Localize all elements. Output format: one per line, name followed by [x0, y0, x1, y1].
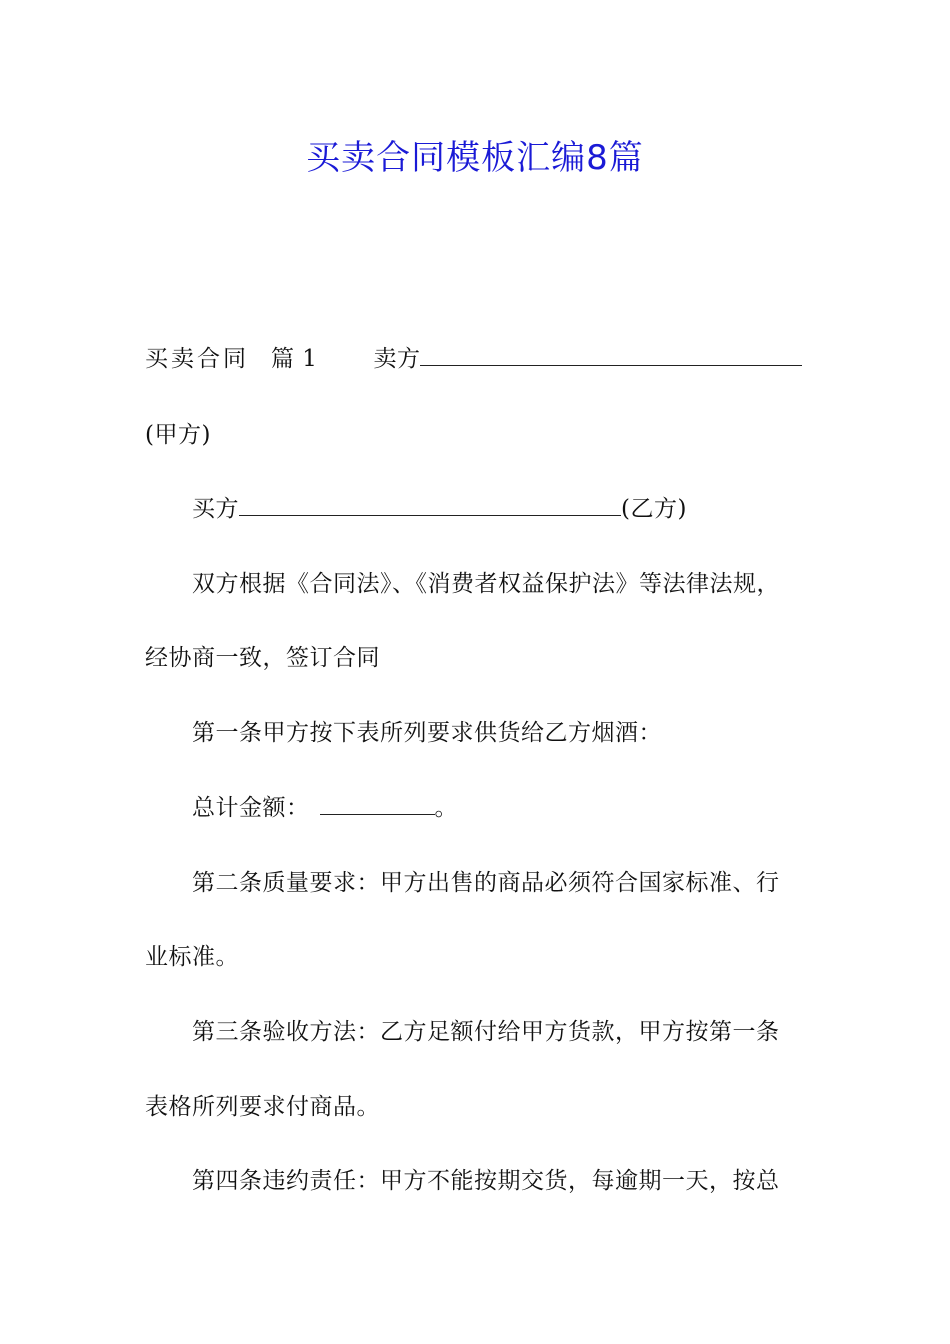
intro-line-1: 双方根据《合同法》、《消费者权益保护法》等法律法规，: [192, 571, 780, 597]
total-suffix: 。: [434, 795, 458, 821]
buyer-line: [192, 494, 687, 524]
buyer-blank: [239, 495, 621, 516]
total-amount-line: [192, 793, 458, 823]
buyer-label: 买方: [192, 496, 239, 522]
total-label: 总计金额：: [192, 795, 310, 821]
contract-heading: 买卖合同: [145, 346, 249, 372]
article-3-line-1: 第三条验收方法：乙方足额付给甲方货款，甲方按第一条: [192, 1019, 780, 1045]
seller-blank: [420, 345, 802, 366]
buyer-suffix: (乙方): [621, 496, 687, 522]
article-3-line-2: 表格所列要求付商品。: [145, 1094, 380, 1120]
seller-suffix: (甲方): [145, 422, 211, 448]
article-4-line-1: 第四条违约责任：甲方不能按期交货，每逾期一天，按总: [192, 1168, 780, 1194]
document-title: 买卖合同模板汇编8篇: [306, 138, 644, 178]
part-label: 篇 1: [271, 346, 318, 372]
article-1: 第一条甲方按下表所列要求供货给乙方烟酒：: [192, 720, 662, 746]
intro-line-2: 经协商一致，签订合同: [145, 645, 380, 671]
article-2-line-1: 第二条质量要求：甲方出售的商品必须符合国家标准、行: [192, 870, 780, 896]
contract-header-line: [145, 344, 802, 374]
article-2-line-2: 业标准。: [145, 944, 239, 970]
seller-label: 卖方: [373, 346, 421, 372]
total-blank: [320, 794, 435, 815]
